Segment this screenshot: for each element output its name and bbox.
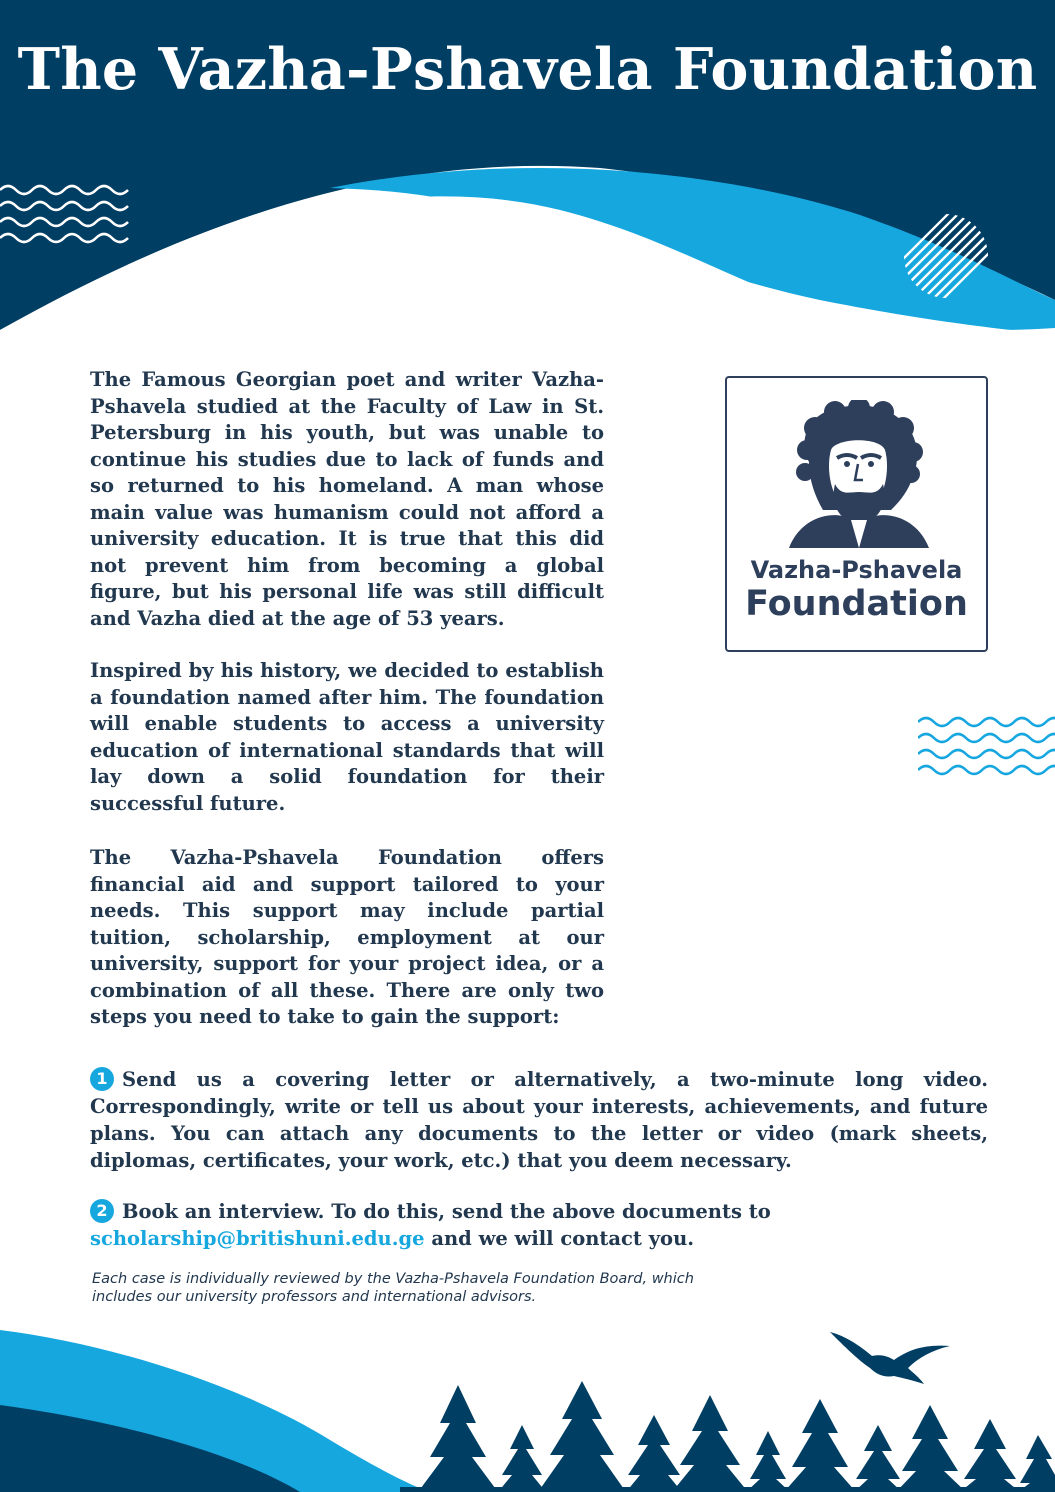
step-2 — [90, 1198, 988, 1252]
logo-text-line2: Foundation — [745, 584, 968, 624]
step-2-text-after: and we will contact you. — [431, 1227, 695, 1250]
email-link[interactable]: scholarship@britishuni.edu.ge — [90, 1227, 425, 1250]
hatched-circle-icon — [902, 212, 990, 300]
step-1 — [90, 1066, 988, 1174]
wave-lines-icon — [918, 714, 1055, 776]
intro-paragraph-2: Inspired by his history, we decided to establish a foundation named after him. The foundation will enable students to access a university education of international standards that will lay down a solid foundation for their successful future. — [90, 659, 604, 815]
wave-lines-icon — [0, 182, 132, 248]
footer-note: Each case is individually reviewed by the Vazha-Pshavela Foundation Board, which includes our university professors and international advisors. — [92, 1271, 694, 1305]
intro-paragraph-1: The Famous Georgian poet and writer Vazha-Pshavela studied at the Faculty of Law in St. Petersburg in his youth, but was unable to continue his studies due to lack of funds and so returned to his homeland. A man whose main value was humanism could not afford a university education. It is true that this did not prevent him from becoming a global figure, but his personal life was still difficult and Vazha died at the age of 53 years. — [90, 368, 604, 630]
page-title: The Vazha-Pshavela Foundation — [17, 36, 1038, 103]
foundation-logo — [725, 376, 988, 652]
step-number-badge: 2 — [90, 1199, 114, 1223]
step-2-text: Book an interview. To do this, send the above documents to — [122, 1200, 771, 1223]
step-number-badge: 1 — [90, 1067, 114, 1091]
logo-text-line1: Vazha-Pshavela — [750, 556, 963, 584]
step-1-text: Send us a covering letter or alternatively, a two-minute long video. Correspondingly, write or tell us about your interests, achievements, and future plans. You can attach any documents to the letter or video (mark sheets, diplomas, certificates, your work, etc.) that you deem necessary. — [90, 1068, 988, 1172]
pine-trees-icon — [400, 1375, 1055, 1492]
portrait-icon — [779, 400, 935, 548]
intro-paragraph-3: The Vazha-Pshavela Foundation offers financial aid and support tailored to your needs. This support may include partial tuition, scholarship, employment at our university, support for your project idea, or a combination of all these. There are only two steps you need to take to gain the support: — [90, 846, 604, 1028]
